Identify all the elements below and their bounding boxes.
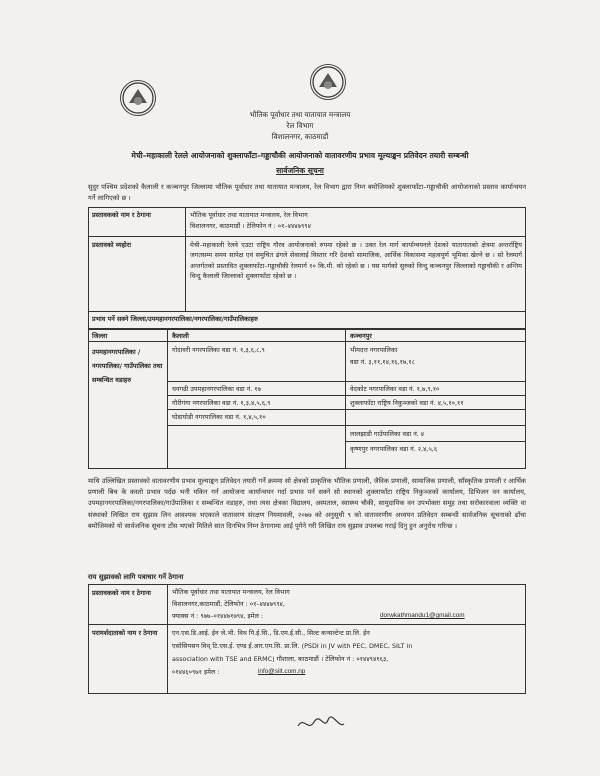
proposer-line2: विशालनगर, काठमाडौं । टेलिफोन नं : ०१–४४४७९९४ [190, 222, 311, 230]
contact-proposer-line3: फ्याक्स नं : ९७७–०१४४७१७९४, इमेल : [172, 612, 263, 620]
kanchanpur-item: भीमदत्त नगरपालिका [350, 346, 398, 354]
notice-subtitle: सार्वजनिक सूचना [276, 166, 324, 175]
contact-consultant-label: परामर्शदाताको नाम र ठेगाना [92, 629, 158, 637]
nepal-emblem-right-icon [310, 64, 346, 100]
kailali-item: गोदावरी नगरपालिका वडा नं. १,३,६,८,९ [172, 346, 265, 354]
col-kanchanpur-header: कञ्चनपुर [350, 332, 372, 340]
kanchanpur-item: लालझाडी गाउँपालिका वडा नं. ४ [350, 430, 425, 438]
intro-paragraph: सुदुर पश्चिम प्रदेशको कैलाली र कञ्चनपुर जिल्लामा भौतिक पूर्वाधार तथा यातायात मन्त्रालय, रेल विभाग द्वारा निम्न बमोजिमको शुक्लाफाँटा–गड्डाचौकी आयोजनाको प्रस्ताव कार्यान्वयन गर्ने लागिएको छ । [88, 183, 526, 203]
kailali-item: धनगढी उपमहानगरपालिका वडा नं. १७ [172, 385, 261, 393]
contact-consultant-line1: एन.एस.डि.आई. ईन जे.भी. विथ पि.ई.सि., डि.एम.ई.सी., सिल्ट कन्सल्टेन्ट प्रा.लि. ईन [172, 629, 370, 637]
notice-body: माथि उल्लिखित प्रस्तावको वातावरणीय प्रभाव मूल्याङ्कन प्रतिवेदन तयारी गर्ने क्रममा सो क्षेत्रको प्राकृतिक भौतिक प्रणाली, जैविक प्रणाली, सामाजिक प्रणाली, साँस्कृतिक प्रणाली र आर्थिक प्रणाली बिच के कस्तो प्रभाव पर्दछ भनी यकिन गर्न आयोजना कार्यान्वयन गर्दा प्रभाव पर्न सक्ने सो स्थानको शुक्लाफाँटा राष्ट्रिय निकुञ्जको कार्यालय, डिभिजन वन कार्यालय, उपमहानगरपालिका/नगरपालिका/गाउँपालिका र सम्बन्धित वडाहरु, तथा त्यस क्षेत्रका विद्यालय, अस्पताल, स्वास्थ्य चौकी, सामुदायिक वन उपभोक्ता समूह तथा सरोकारवाला व्यक्ति वा संस्थाको लिखित राय सुझाव लिन आवश्यक भएकाले वातावरण संरक्षण नियमावली, २०७७ को अनुसूची ९ को वातावरणीय अध्ययन प्रतिवेदन सम्बन्धी सार्वजनिक सूचनाको ढाँचा बमोजिमको यो सार्वजनिक सूचना टाँस भएको मितिले सात दिनभित्र निम्न ठेगानामा आई पुगेने गरी लिखित राय सुझाव उपलब्ध गराई दिनु हुन अनुरोध गरिन्छ । [88, 477, 526, 530]
contact-proposer-line2: विशालनगर,काठमाडौं, टेलिफोन : ०१–४४४७९९४, [172, 600, 285, 608]
ministry-name: भौतिक पूर्वाधार तथा यातायात मन्त्रालय [249, 110, 351, 119]
signature-icon [296, 714, 346, 734]
affected-row-label: उपमहानगरपालिका / नगरपालिका/ गाउँपालिका तथा सम्बन्धित वडाहरु [92, 348, 163, 384]
kanchanpur-item: वडा नं. ३,११,१४,१६,१७,१८ [350, 358, 415, 366]
kailali-item: घोडाघोडी नगरपालिका वडा नं. १,४,५,१० [172, 413, 266, 421]
proposer-line1: भौतिक पूर्वाधार तथा यातायात मन्त्रालय, रेल विभाग [190, 211, 308, 219]
contact-proposer-line1: भौतिक पूर्वाधार तथा यातायात मन्त्रालय, रेल विभाग [172, 588, 290, 596]
description-label: प्रस्तावको व्यहोरा [92, 241, 131, 249]
col-district-header: जिल्ला [92, 332, 108, 340]
proposer-email-link[interactable]: dorwkathmandu1@gmail.com [380, 612, 465, 619]
contact-consultant-line3: association with TSE and ERMC) गौशाला, काठमाडौं । टेलिफोन नं : ०१४४९४१६३, [172, 655, 389, 663]
department-name: रेल विभाग [286, 121, 314, 130]
kanchanpur-item: वेदकोट नगरपालिका वडा नं. १,७,९,१० [350, 385, 440, 393]
contact-proposer-label: प्रस्तावकको नाम र ठेगाना [92, 589, 151, 597]
contact-consultant-line4: ०१४४६०९७१ इमेल : [172, 668, 220, 676]
description-text: मेची–महाकाली रेलवे एउटा राष्ट्रिय गौरव आयोजनाको रुपमा रहेको छ । उक्त रेल मार्ग कार्यान्वयनले देशको यातायातको क्षेत्रमा अन्तर्राष्ट्रिय जगतसम्म समय सापेक्ष एवं समुचित ढंगले सेवालाई विस्तार गरि देशको सामाजिक, आर्थिक विकासमा महत्वपूर्ण भूमिका खेल्ने छ । सो रेलमार्ग अन्तर्गतको प्रस्तावित शुक्लाफाँटा–गड्डाचौकी रेलमार्ग १० कि.मी. को रहेको छ । यस मार्गको सुरुको विन्दु कञ्चनपुर जिल्लाको गड्डाचौकी र अन्तिम विन्दु कैलाली जिल्लाको शुक्लाफाँटा रहेको छ । [190, 241, 522, 281]
contact-consultant-line2: एसोसियसन विथ् टि.एस.ई. एण्ड ई.आर.एम.सि. प्रा.लि. (PSDI in JV with PEC, DMEC, SILT in [172, 642, 413, 650]
col-kailali-header: कैलाली [172, 332, 189, 340]
contact-heading: राय सुझावको लागि पत्राचार गर्ने ठेगाना [88, 573, 184, 581]
affected-heading: प्रभाव पर्ने सक्ने जिल्ला/उपमहानगरपालिका/नगरपालिका/गाउँपालिकाहरु [92, 315, 258, 323]
kanchanpur-item: कृष्णपुर नगरपालिका वडा नं. २,४,५,६ [350, 445, 438, 453]
kailali-item: गौरीगंगा नगरपालिका वडा नं. १,३,४,५,६,९ [172, 399, 271, 407]
consultant-email-link[interactable]: info@silt.com.np [258, 668, 306, 675]
notice-title: मेची–महाकाली रेलले आयोजनाको शुक्लाफाँटा–गड्डाचौकी आयोजनाको वातावरणीय प्रभाव मूल्याङ्कन प्रतिवेदन तयारी सम्बन्धी [131, 151, 469, 160]
kanchanpur-item: शुक्लाफाँटा राष्ट्रिय निकुञ्जको वडा नं. ४,५,१०,११ [350, 399, 464, 407]
proposer-label: प्रस्तावकको नाम र ठेगाना [92, 211, 151, 219]
department-address: विशालनगर, काठमाडौं [271, 132, 329, 141]
contact-table [88, 584, 526, 694]
